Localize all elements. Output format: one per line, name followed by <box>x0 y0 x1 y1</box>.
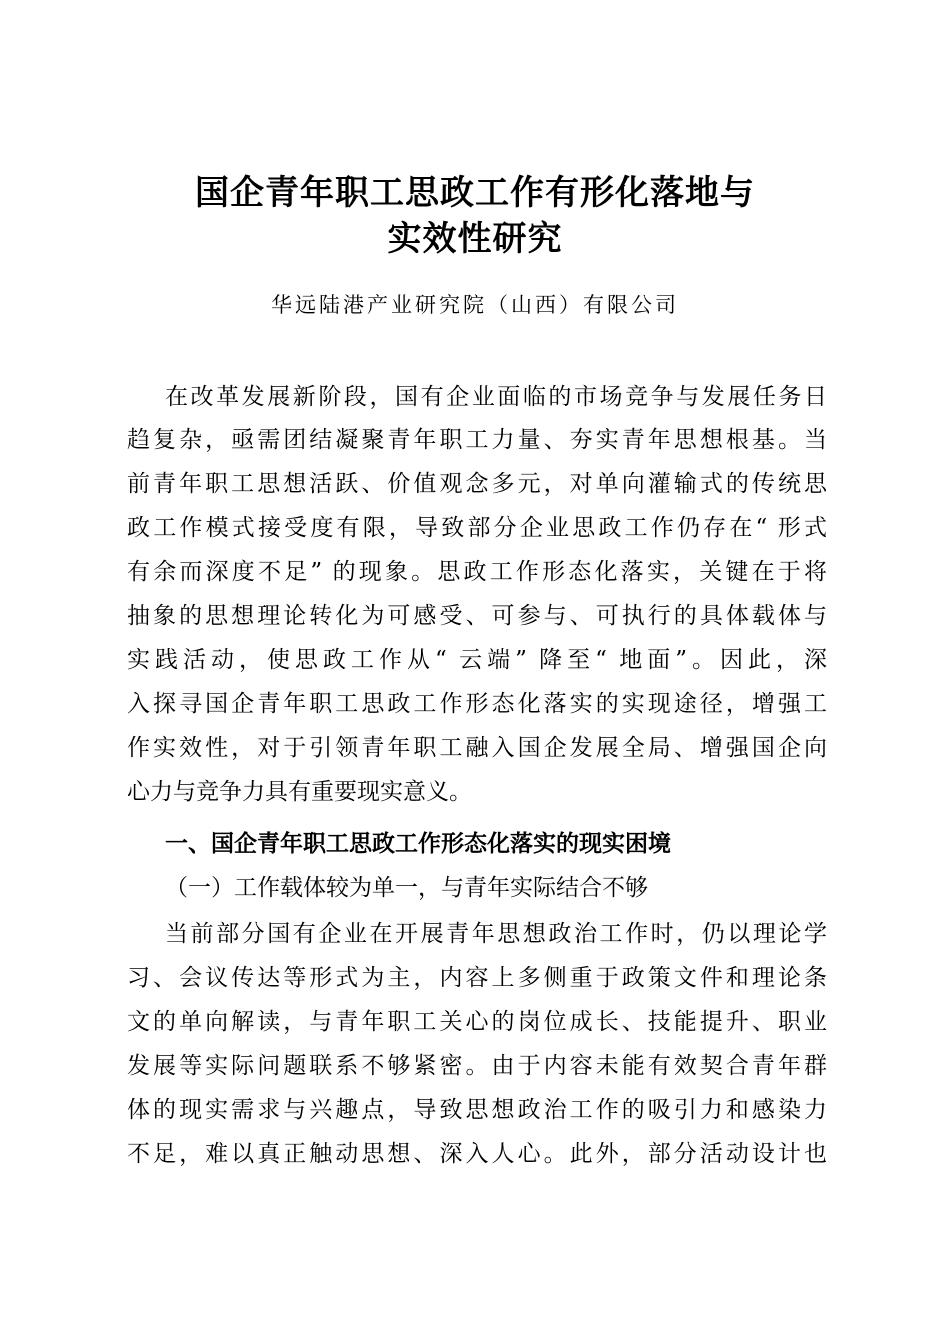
paragraph-line: 趋复杂，亟需团结凝聚青年职工力量、夯实青年思想根基。当 <box>127 427 827 453</box>
paragraph-line: 前青年职工思想活跃、价值观念多元，对单向灌输式的传统思 <box>127 471 827 497</box>
paragraph-line: 抽象的思想理论转化为可感受、可参与、可执行的具体载体与 <box>127 603 827 629</box>
document-author: 华远陆港产业研究院（山西）有限公司 <box>271 293 679 317</box>
paragraph-line: 作实效性，对于引领青年职工融入国企发展全局、增强国企向 <box>127 735 827 761</box>
paragraph-line: 政工作模式接受度有限，导致部分企业思政工作仍存在“ 形式 <box>127 515 827 541</box>
paragraph-line: 体的现实需求与兴趣点，导致思想政治工作的吸引力和感染力 <box>127 1097 827 1123</box>
paragraph-line: 不足，难以真正触动思想、深入人心。此外，部分活动设计也 <box>127 1141 827 1167</box>
paragraph-line: 心力与竞争力具有重要现实意义。 <box>127 779 472 805</box>
document-title-line-2: 实效性研究 <box>387 219 563 259</box>
paragraph-line: 文的单向解读，与青年职工关心的岗位成长、技能提升、职业 <box>127 1009 827 1035</box>
paragraph-line: 实践活动，使思政工作从“ 云端” 降至“ 地面”。因此，深 <box>127 647 827 673</box>
paragraph-line: 有余而深度不足” 的现象。思政工作形态化落实，关键在于将 <box>127 559 827 585</box>
paragraph-line: 当前部分国有企业在开展青年思想政治工作时，仍以理论学 <box>165 921 827 947</box>
section-heading: 一、国企青年职工思政工作形态化落实的现实困境 <box>165 831 671 857</box>
document-title-line-1: 国企青年职工思政工作有形化落地与 <box>195 173 755 213</box>
paragraph-line: 在改革发展新阶段，国有企业面临的市场竞争与发展任务日 <box>165 384 827 410</box>
subsection-heading: （一）工作载体较为单一，与青年实际结合不够 <box>165 875 648 901</box>
paragraph-line: 习、会议传达等形式为主，内容上多侧重于政策文件和理论条 <box>127 965 827 991</box>
paragraph-line: 发展等实际问题联系不够紧密。由于内容未能有效契合青年群 <box>127 1053 827 1079</box>
paragraph-line: 入探寻国企青年职工思政工作形态化落实的实现途径，增强工 <box>127 691 827 717</box>
